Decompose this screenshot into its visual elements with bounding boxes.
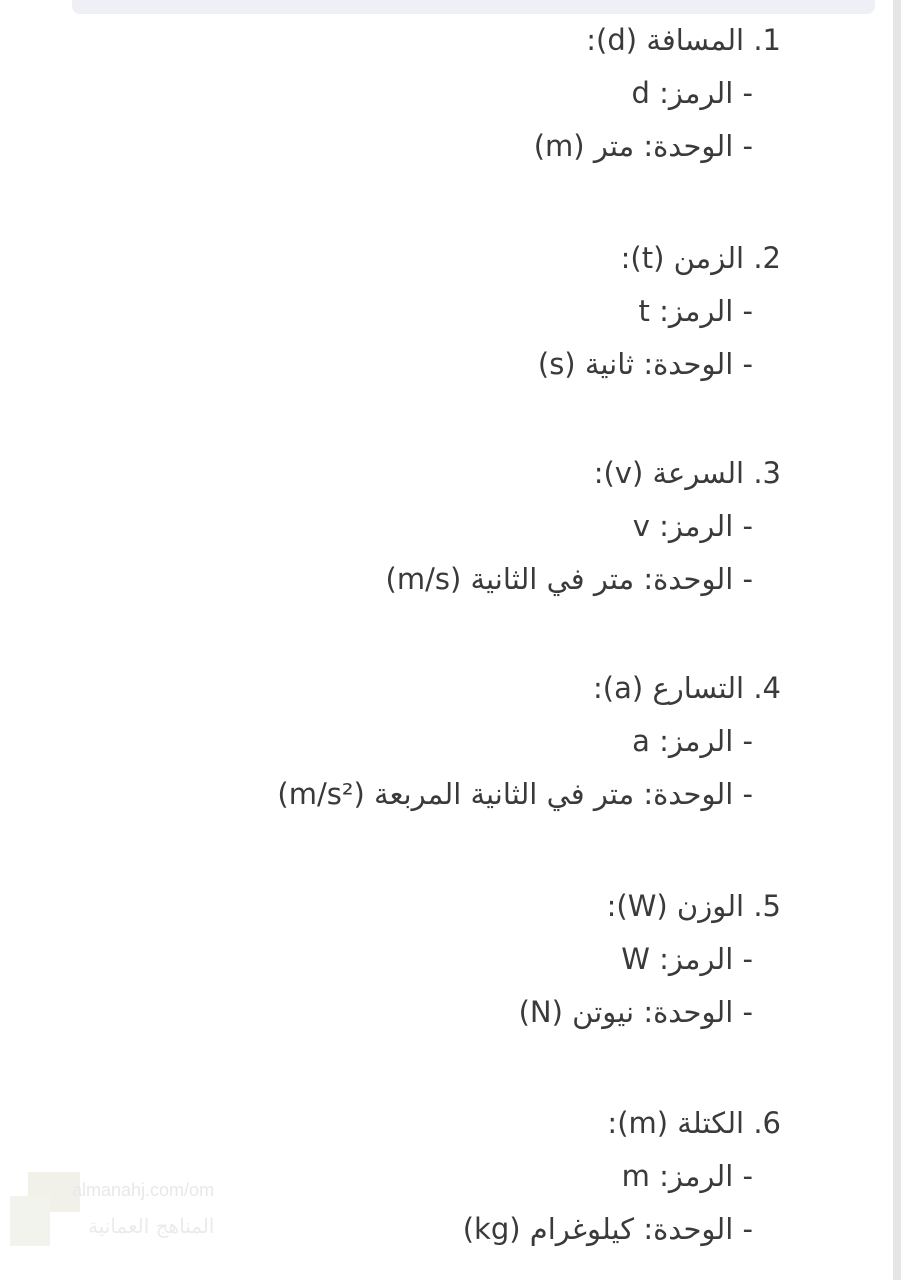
item-symbol: - الرمز: a xyxy=(632,724,753,758)
item-unit: - الوحدة: متر في الثانية (m/s) xyxy=(385,562,753,596)
item-unit: - الوحدة: نيوتن (N) xyxy=(518,995,753,1029)
list-item-time xyxy=(81,232,781,391)
watermark-logo-shape xyxy=(10,1196,50,1246)
item-symbol: - الرمز: d xyxy=(631,76,753,110)
item-title: 3. السرعة (v): xyxy=(593,456,781,490)
watermark-url: almanahj.com/om xyxy=(72,1180,215,1200)
watermark xyxy=(10,1170,250,1250)
item-symbol: - الرمز: v xyxy=(632,509,753,543)
watermark-name: المناهج العمانية xyxy=(88,1214,215,1238)
list-item-speed xyxy=(81,447,781,606)
item-symbol: - الرمز: m xyxy=(621,1159,753,1193)
item-title: 2. الزمن (t): xyxy=(620,241,781,275)
right-scroll-edge xyxy=(893,0,901,1280)
item-unit: - الوحدة: كيلوغرام (kg) xyxy=(462,1212,753,1246)
item-title: 5. الوزن (W): xyxy=(606,889,781,923)
item-title: 4. التسارع (a): xyxy=(593,671,781,705)
list-item-acceleration xyxy=(81,662,781,821)
item-unit: - الوحدة: متر (m) xyxy=(533,129,753,163)
item-symbol: - الرمز: W xyxy=(621,942,753,976)
top-header-strip xyxy=(72,0,875,14)
item-symbol: - الرمز: t xyxy=(638,294,753,328)
list-item-distance xyxy=(81,14,781,173)
item-unit: - الوحدة: ثانية (s) xyxy=(537,347,753,381)
item-title: 6. الكتلة (m): xyxy=(607,1106,781,1140)
list-item-weight xyxy=(81,880,781,1039)
item-unit: - الوحدة: متر في الثانية المربعة (m/s²) xyxy=(277,777,753,811)
item-title: 1. المسافة (d): xyxy=(586,23,781,57)
